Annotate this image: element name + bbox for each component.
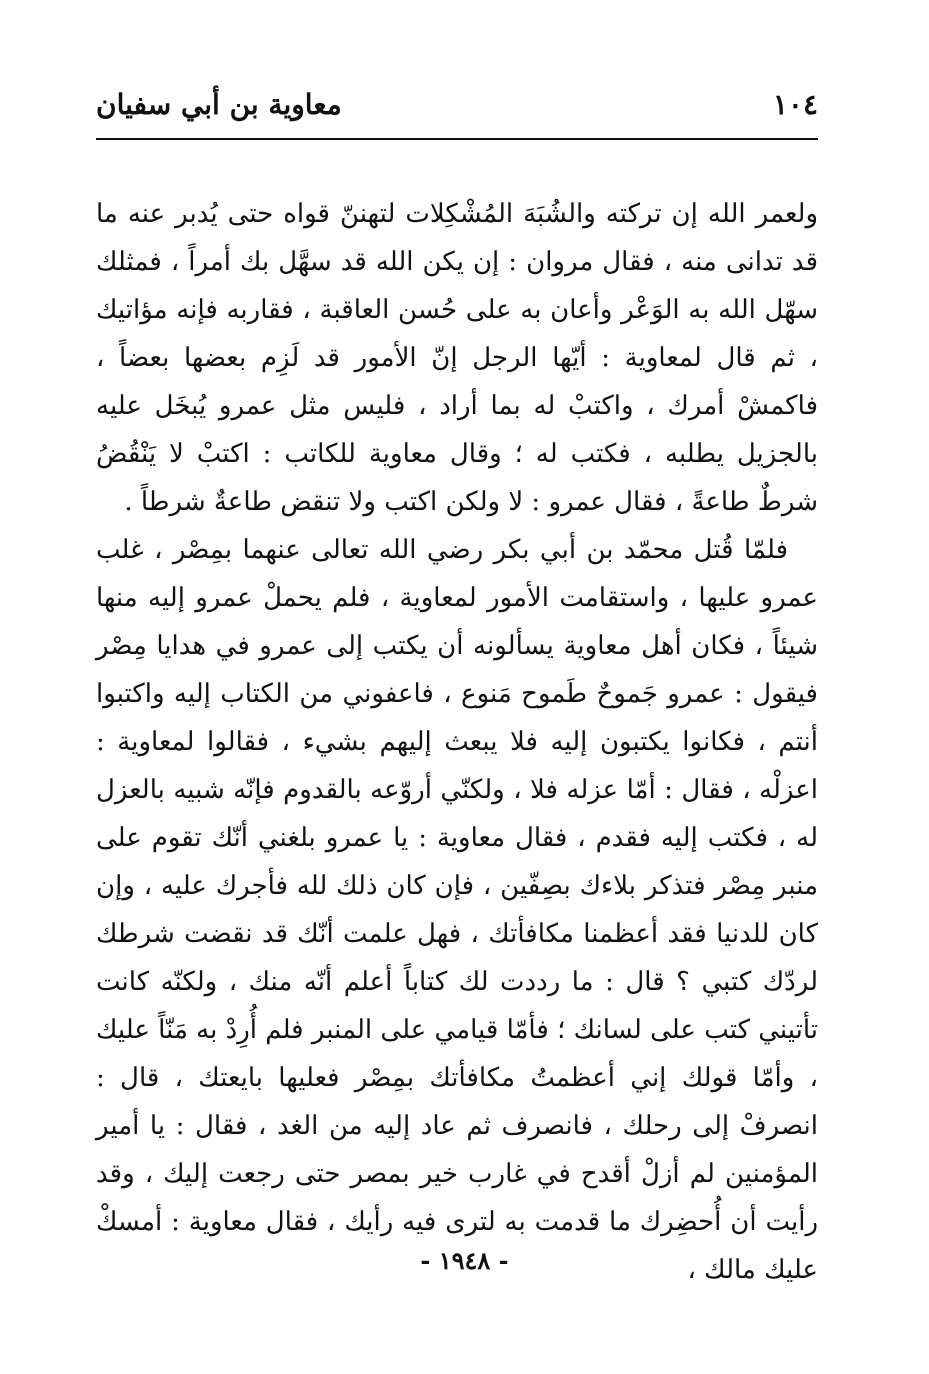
footer-folio: - ١٩٤٨ - (420, 1246, 509, 1275)
paragraph-2: فلمّا قُتل محمّد بن أبي بكر رضي الله تعالى عنهما بمِصْر ، غلب عمرو عليها ، واستقامت الأمور لمعاوية ، فلم يحملْ عمرو إليه منها شيئاً ، فكان أهل معاوية يسألونه أن يكتب إلى عمرو في هدايا مِصْر فيقول : عمرو جَموحٌ طَموح مَنوع ، فاعفوني من الكتاب إليه واكتبوا أنتم ، فكانوا يكتبون إليه فلا يبعث إليهم بشيء ، فقالوا لمعاوية : اعزلْه ، فقال : أمّا عزله فلا ، ولكنّي أروّعه بالقدوم فإنّه شبيه بالعزل له ، فكتب إليه فقدم ، فقال معاوية : يا عمرو بلغني أنّك تقوم على منبر مِصْر فتذكر بلاءك بصِفّين ، فإن كان ذلك لله فأجرك عليه ، وإن كان للدنيا فقد أعظمنا مكافأتك ، فهل علمت أنّك قد نقضت شرطك لردّك كتبي ؟ قال : ما رددت لك كتاباً أعلم أنّه منك ، ولكنّه كانت تأتيني كتب على لسانك ؛ فأمّا قيامي على المنبر فلم أُرِدْ به مَنّاً عليك ، وأمّا قولك إني أعظمتُ مكافأتك بمِصْر فعليها بايعتك ، قال : انصرفْ إلى رحلك ، فانصرف ثم عاد إليه من الغد ، فقال : يا أمير المؤمنين لم أزلْ أقدح في غارب خير بمصر حتى رجعت إليك ، وقد رأيت أن أُحضِرك ما قدمت به لترى فيه رأيك ، فقال معاوية : أمسكْ عليك مالك ، (96, 535, 818, 1285)
paragraph-1: ولعمر الله إن تركته والشُبَهَ المُشْكِلات لتهننّ قواه حتى يُدبر عنه ما قد تدانى منه ، فقال مروان : إن يكن الله قد سهَّل بك أمراً ، فمثلك سهّل الله به الوَعْر وأعان به على حُسن العاقبة ، فقاربه فإنه مؤاتيك ، ثم قال لمعاوية : أيّها الرجل إنّ الأمور قد لَزِم بعضها بعضاً ، فاكمشْ أمرك ، واكتبْ له بما أراد ، فليس مثل عمرو يُبخَل عليه بالجزيل يطلبه ، فكتب له ؛ وقال معاوية للكاتب : اكتبْ لا يَنْقُضُ شرطٌ طاعةً ، فقال عمرو : لا ولكن اكتب ولا تنقض طاعةٌ شرطاً . (96, 199, 818, 517)
running-header (96, 82, 818, 132)
page-number: ١٠٤ (772, 88, 818, 121)
header-divider (96, 138, 818, 140)
running-title: معاوية بن أبي سفيان (96, 88, 342, 121)
body-text (96, 190, 818, 1294)
